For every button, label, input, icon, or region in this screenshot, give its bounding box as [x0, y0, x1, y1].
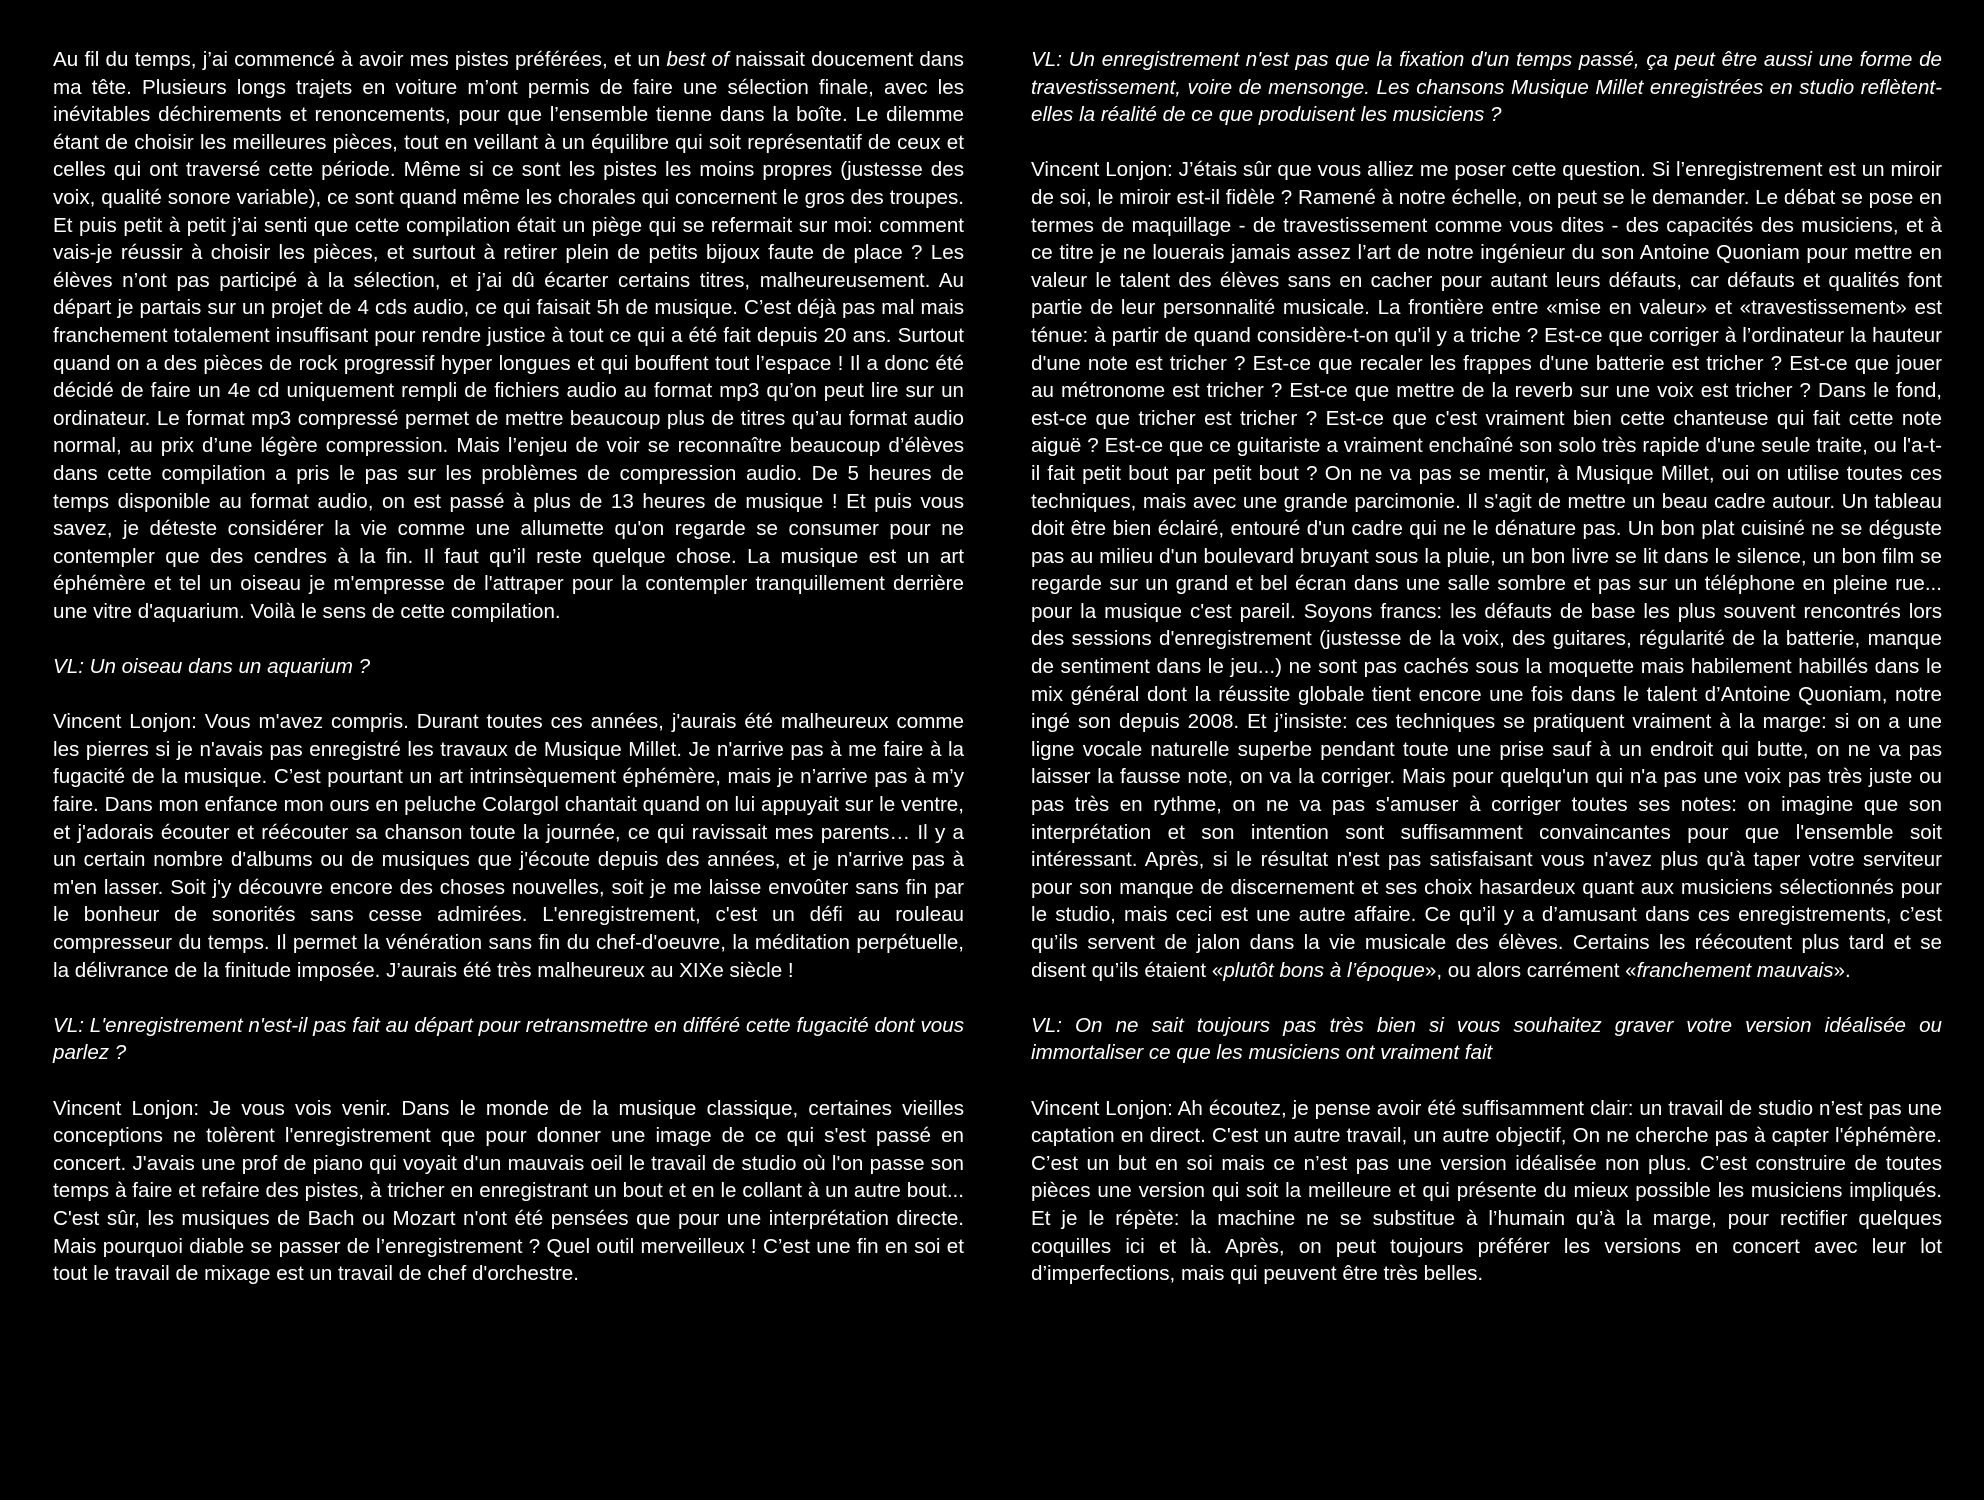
quote-plutot-bons: plutôt bons à l’époque [1223, 958, 1425, 982]
question-aquarium: VL: Un oiseau dans un aquarium ? [53, 655, 371, 679]
answer-travestissement-end: ». [1833, 958, 1851, 982]
answer-aquarium: Vincent Lonjon: Vous m'avez compris. Durant toutes ces années, j'aurais été malheureux comme les pierres si je n'avais pas enregistré les travaux de Musique Millet. Je n'arrive pas à me faire à la fugacité de la musique. C’est pourtant un art intrinsèquement éphémère, mais je n’arrive pas à m’y faire. Dans mon enfance mon ours en peluche Colargol chantait quand on lui appuyait sur le ventre, et j'adorais écouter et réécouter sa chanson toute la journée, ce qui ravissait mes parents… Il y a un certain nombre d'albums ou de musiques que j'écoute depuis des années, et je n'arrive pas à m'en lasser. Soit j'y découvre encore des choses nouvelles, soit je me laisse envoûter sans fin par le bonheur de sonorités sans cesse admirées. L'enregistrement, c'est un défi au rouleau compresseur du temps. Il permet la vénération sans fin du chef-d'oeuvre, la méditation perpétuelle, la délivrance de la finitude imposée. J’aurais été très malheureux au XIXe siècle ! [53, 710, 964, 982]
right-column [1031, 46, 1942, 1288]
intro-text-continued: naissait doucement dans ma tête. Plusieurs longs trajets en voiture m’ont permis de faire une sélection finale, avec les inévitables déchirements et renoncements, pour que l’ensemble tienne dans la boîte. Le dilemme étant de choisir les meilleures pièces, tout en veillant à un équilibre qui soit représentatif de ceux et celles qui ont traversé cette période. Même si ce sont les pistes les moins propres (justesse des voix, qualité sonore variable), ce sont quand même les chorales qui concernent le gros des troupes. Et puis petit à petit j’ai senti que cette compilation était un piège qui se refermait sur moi: comment vais-je réussir à choisir les pièces, et surtout à retirer plein de petits bijoux faute de place ? Les élèves n’ont pas participé à la sélection, et j’ai dû écarter certains titres, malheureusement. Au départ je partais sur un projet de 4 cds audio, ce qui faisait 5h de musique. C’est déjà pas mal mais franchement totalement insuffisant pour rendre justice à tout ce qui a été fait depuis 20 ans. Surtout quand on a des pièces de rock progressif hyper longues et qui bouffent tout l’espace ! Il a donc été décidé de faire un 4e cd uniquement rempli de fichiers audio au format mp3 qu’on peut lire sur un ordinateur. Le format mp3 compressé permet de mettre beaucoup plus de titres qu’au format audio normal, au prix d’une légère compression. Mais l’enjeu de voir se reconnaître beaucoup d’élèves dans cette compilation a pris le pas sur les problèmes de compression audio. De 5 heures de temps disponible au format audio, on est passé à plus de 13 heures de musique ! Et puis vous savez, je déteste considérer la vie comme une allumette qu'on regarde se consumer pour ne contempler que des cendres à la fin. Il faut qu’il reste quelque chose. La musique est un art éphémère et tel un oiseau je m'empresse de l'attraper pour la contempler tranquillement derrière une vitre d'aquarium. Voilà le sens de cette compilation. [53, 48, 964, 623]
intro-paragraph [53, 46, 964, 625]
intro-text: Au fil du temps, j’ai commencé à avoir mes pistes préférées, et un [53, 48, 667, 71]
answer-version-idealisee: Vincent Lonjon: Ah écoutez, je pense avoir été suffisamment clair: un travail de studio n’est pas une captation en direct. C'est un autre travail, un autre objectif, On ne cherche pas à capter l'éphémère. C’est un but en soi mais ce n’est pas une version idéalisée non plus. C’est construire de toutes pièces une version qui soit la meilleure et qui présente du mieux possible les musiciens impliqués. Et je le répète: la machine ne se substitue à l’humain qu’à la marge, pour rectifier quelques coquilles ici et là. Après, on peut toujours préférer les versions en concert avec leur lot d’imperfections, mais qui peuvent être très belles. [1031, 1096, 1942, 1286]
question-retransmission: VL: L'enregistrement n'est-il pas fait au départ pour retransmettre en différé cette fugacité dont vous parlez ? [53, 1013, 964, 1065]
answer-travestissement [1031, 156, 1942, 984]
answer-travestissement-mid: », ou alors carrément « [1424, 958, 1637, 982]
answer-retransmission: Vincent Lonjon: Je vous vois venir. Dans le monde de la musique classique, certaines vieilles conceptions ne tolèrent l'enregistrement que pour donner une image de ce qui s'est passé en concert. J'avais une prof de piano qui voyait d'un mauvais oeil le travail de studio où l'on passe son temps à faire et refaire des pistes, à tricher en enregistrant un bout et en le collant à un autre bout... C'est sûr, les musiques de Bach ou Mozart n'ont été pensées que pour une interprétation directe. Mais pourquoi diable se passer de l’enregistrement ? Quel outil merveilleux ! C’est une fin en soi et tout le travail de mixage est un travail de chef d'orchestre. [53, 1096, 964, 1286]
quote-franchement-mauvais: franchement mauvais [1636, 958, 1834, 982]
answer-travestissement-text: Vincent Lonjon: J’étais sûr que vous alliez me poser cette question. Si l’enregistrement est un miroir de soi, le miroir est-il fidèle ? Ramené à notre échelle, on peut se le demander. Le débat se pose en termes de maquillage - de travestissement comme vous dites - des capacités des musiciens, et à ce titre je ne louerais jamais assez l’art de notre ingénieur du son Antoine Quoniam pour mettre en valeur le talent des élèves sans en cacher pour autant leurs défauts, car défauts et qualités font partie de leur personnalité musicale. La frontière entre «mise en valeur» et «travestissement» est ténue: à partir de quand considère-t-on qu'il y a triche ? Est-ce que corriger à l’ordinateur la hauteur d'une note est tricher ? Est-ce que recaler les frappes d'une batterie est tricher ? Est-ce que jouer au métronome est tricher ? Est-ce que mettre de la reverb sur une voix est tricher ? Dans le fond, est-ce que tricher est tricher ? Est-ce que c'est vraiment bien cette chanteuse qui fait cette note aiguë ? Est-ce que ce guitariste a vraiment enchaîné son solo très rapide d'une seule traite, ou l'a-t-il fait petit bout par petit bout ? On ne va pas se mentir, à Musique Millet, oui on utilise toutes ces techniques, mais avec une grande parcimonie. Il s'agit de mettre un beau cadre autour. Un tableau doit être bien éclairé, entouré d'un cadre qui ne le dénature pas. Un bon plat cuisiné ne se déguste pas au milieu d'un boulevard bruyant sous la pluie, un bon livre se lit dans le silence, un bon film se regarde sur un grand et bel écran dans une salle sombre et pas sur un téléphone en pleine rue... pour la musique c'est pareil. Soyons francs: les défauts de base les plus souvent rencontrés lors des sessions d'enregistrement (justesse de la voix, des guitares, régularité de la batterie, manque de sentiment dans le jeu...) ne sont pas cachés sous la moquette mais habilement habillés dans le mix général dont la réussite globale tient encore une fois dans le talent d’Antoine Quoniam, notre ingé son depuis 2008. Et j’insiste: ces techniques se pratiquent vraiment à la marge: si on a une ligne vocale naturelle superbe pendant toute une prise sauf à un endroit qui butte, on ne va pas laisser la fausse note, on va la corriger. Mais pour quelqu'un qui n'a pas une voix pas très juste ou pas très en rythme, on ne va pas s'amuser à corriger toutes ses notes: on imagine que son interprétation et son intention sont suffisamment convaincantes pour que l'ensemble soit intéressant. Après, si le résultat n'est pas satisfaisant vous n'avez plus qu'à taper votre serviteur pour son manque de discernement et ses choix hasardeux quant aux musiciens sélectionnés pour le studio, mais ceci est une autre affaire. Ce qu’il y a d’amusant dans ces enregistrements, c’est qu’ils servent de jalon dans la vie musicale des élèves. Certains les réécoutent plus tard et se disent qu’ils étaient « [1031, 158, 1942, 982]
question-version-idealisee: VL: On ne sait toujours pas très bien si vous souhaitez graver votre version idéalisée ou immortaliser ce que les musiciens ont vraiment fait [1031, 1013, 1942, 1065]
question-travestissement: VL: Un enregistrement n'est pas que la fixation d'un temps passé, ça peut être aussi une forme de travestissement, voire de mensonge. Les chansons Musique Millet enregistrées en studio reflètent-elles la réalité de ce que produisent les musiciens ? [1031, 48, 1942, 127]
intro-emphasis: best of [666, 48, 729, 71]
left-column [53, 46, 964, 1288]
